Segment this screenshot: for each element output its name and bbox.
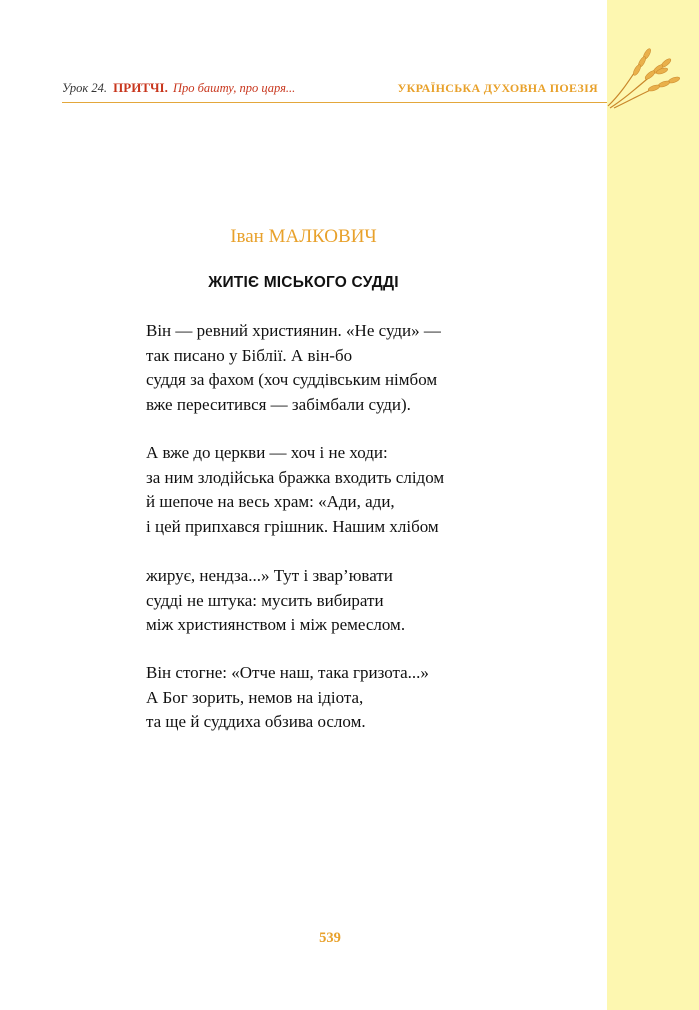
poem-title: ЖИТІЄ МІСЬКОГО СУДДІ [208,274,399,291]
section-title: ПРИТЧІ. [113,80,168,95]
stanza-3 [146,564,405,638]
poem-line: так писано у Біблії. А він-бо [146,345,353,365]
poem-line: Він — ревний християнин. «Не суди» — [146,321,441,340]
poem-line: й шепоче на весь храм: «Ади, ади, [146,492,395,511]
section-subtitle: Про башту, про царя... [172,81,296,95]
stanza-2 [146,441,444,539]
poem-line: між християнством і між ремеслом. [146,615,406,634]
header-divider [62,102,607,103]
poem-line: Він стогне: «Отче наш, така гризота...» [146,663,429,682]
poem-line: і цей припхався грішник. Нашим хлібом [146,516,439,536]
poem-line: судді не штука: мусить вибирати [146,590,384,610]
side-color-strip [607,0,699,1010]
poem-line: А Бог зорить, немов на ідіота, [146,687,364,707]
course-title: УКРАЇНСЬКА ДУХОВНА ПОЕЗІЯ [397,81,598,95]
page-number: 539 [319,930,341,946]
poem-line: вже переситився — забімбали суди). [146,394,411,414]
stanza-4 [146,661,429,735]
page-header [62,80,600,102]
stanza-1 [146,319,441,417]
lesson-label: Урок 24. [62,81,108,95]
wheat-ears-icon [600,40,685,112]
poem-line: та ще й суддиха обзива ослом. [146,712,366,731]
header-left [62,80,295,96]
poem-line: А вже до церкви — хоч і не ходи: [146,443,388,462]
poem-line: суддя за фахом (хоч суддівським німбом [146,370,438,389]
author-name: Іван МАЛКОВИЧ [230,226,377,247]
poem-line: за ним злодійська бражка входить слідом [146,467,445,487]
poem-line: жирує, нендза...» Тут і звар’ювати [146,566,393,585]
